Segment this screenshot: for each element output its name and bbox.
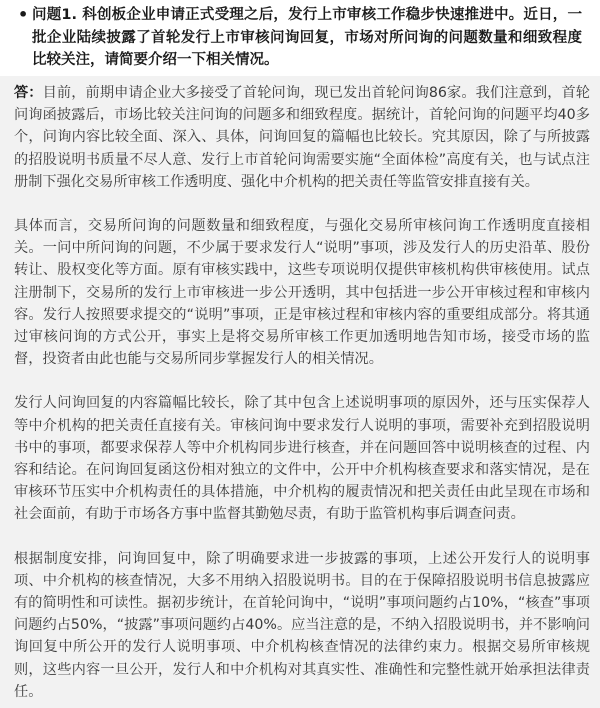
answer-paragraph-2: 具体而言，交易所问询的问题数量和细致程度，与强化交易所审核问询工作透明度直接相关。一问中所问询的问题，不少属于要求发行人“说明”事项，涉及发行人的历史沿革、股份转让、股权变化等方面。原有审核实践中，这些专项说明仅提供审核机构供审核使用。试点注册制下，交易所的发行上市审核进一步公开透明，其中包括进一步公开审核过程和审核内容。发行人按照要求提交的“说明”事项，正是审核过程和审核内容的重要组成部分。将其通过审核问询的方式公开，事实上是将交易所审核工作更加透明地告知市场，接受市场的监督，投资者由此也能与交易所同步掌握发行人的相关情况。 <box>14 218 590 368</box>
bullet-icon: • <box>18 5 29 24</box>
paragraph-gap <box>14 370 590 392</box>
question-text: 问题1. 科创板企业申请正式受理之后，发行上市审核工作稳步快速推进中。近日，一批企业陆续披露了首轮发行上市审核问询回复，市场对所问询的问题数量和细致程度比较关注，请简要介绍一下相关情况。 <box>32 7 582 68</box>
paragraph-gap <box>14 526 590 548</box>
question-line <box>18 4 582 72</box>
question-block <box>8 0 592 78</box>
answer-block <box>0 76 600 708</box>
answer-label: 答： <box>14 85 43 101</box>
answer-paragraph-1 <box>14 82 590 193</box>
answer-paragraph-3: 发行人问询回复的内容篇幅比较长，除了其中包含上述说明事项的原因外，还与压实保荐人等中介机构的把关责任直接有关。审核问询中要求发行人说明的事项，需要补充到招股说明书中的事项，都要求保荐人等中介机构同步进行核查，并在问题回答中说明核查的过程、内容和结论。在问询回复函这份相对独立的文件中，公开中介机构核查要求和落实情况，是在审核环节压实中介机构责任的具体措施，中介机构的履责情况和把关责任由此呈现在市场和社会面前，有助于市场各方事中监督其勤勉尽责，有助于监管机构事后调查问责。 <box>14 395 590 523</box>
answer-paragraph-1-text: 目前，前期申请企业大多接受了首轮问询，现已发出首轮问询86家。我们注意到，首轮问询函披露后，市场比较关注问询的问题多和细致程度。据统计，首轮问询的问题平均40多个，问询内容比较全面、深入、具体，问询回复的篇幅也比较长。究其原因，除了与所披露的招股说明书质量不尽人意、发行上市首轮问询需要实施“全面体检”高度有关，也与试点注册制下强化交易所审核工作透明度、强化中介机构的把关责任等监管安排直接有关。 <box>14 85 590 190</box>
answer-paragraph-4: 根据制度安排，问询回复中，除了明确要求进一步披露的事项，上述公开发行人的说明事项、中介机构的核查情况，大多不用纳入招股说明书。目的在于保障招股说明书信息披露应有的简明性和可读性。据初步统计，在首轮问询中，“说明”事项问题约占10%，“核查”事项问题约占50%，“披露”事项问题约占40%。应当注意的是，不纳入招股说明书，并不影响问询回复中所公开的发行人说明事项、中介机构核查情况的法律约束力。根据交易所审核规则，这些内容一旦公开，发行人和中介机构对其真实性、准确性和完整性就开始承担法律责任。 <box>14 550 590 700</box>
paragraph-gap <box>14 193 590 215</box>
